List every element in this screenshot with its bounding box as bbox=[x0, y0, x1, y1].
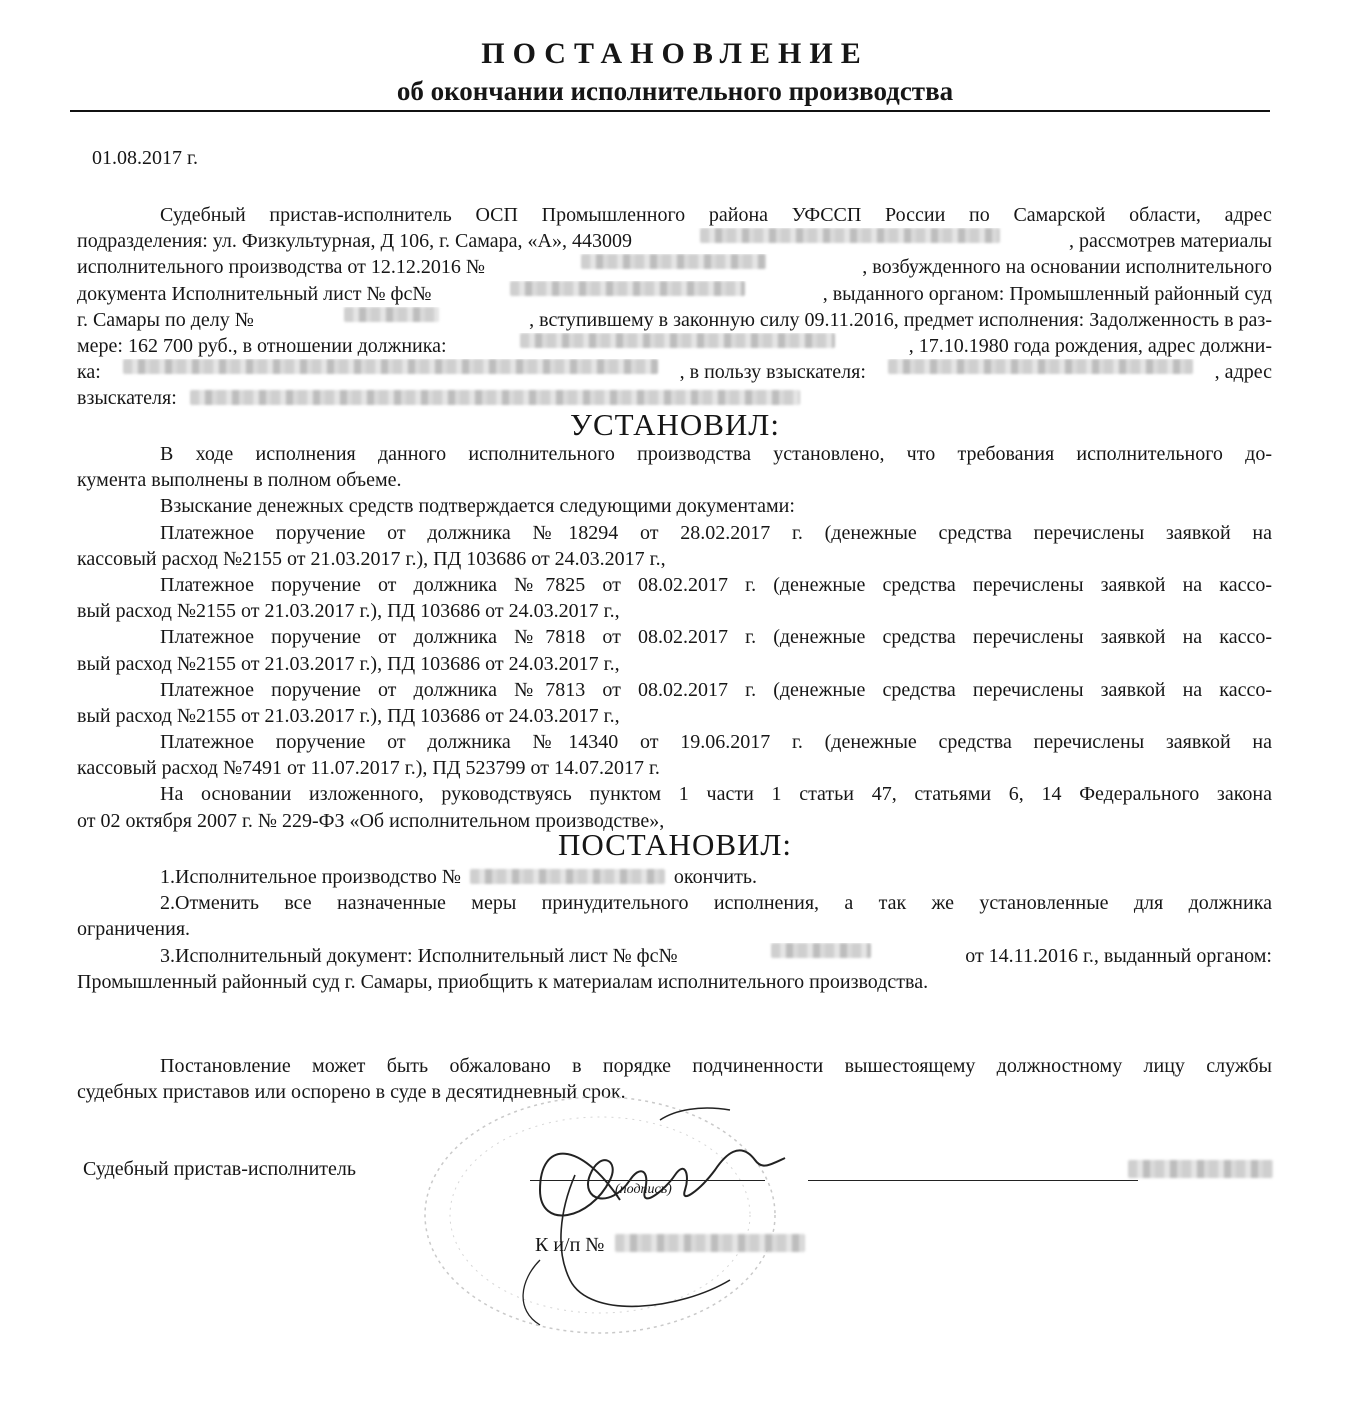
intro-line-5 bbox=[77, 307, 1272, 333]
signature-caption: (подпись) bbox=[615, 1182, 672, 1197]
intro-word: России bbox=[885, 204, 946, 226]
payment-order-2-cont: вый расход №2155 от 21.03.2017 г.), ПД 103686 от 24.03.2017 г., bbox=[77, 600, 620, 623]
intro-line-1 bbox=[77, 202, 1272, 228]
redacted-field bbox=[581, 254, 766, 269]
intro-text: исполнительного производства от 12.12.2016 № bbox=[77, 256, 485, 279]
intro-text: , в пользу взыскателя: bbox=[679, 361, 866, 384]
established-line: В ходе исполнения данного исполнительного производства установлено, что требования исполнительного до- bbox=[160, 443, 1272, 465]
redacted-field bbox=[344, 307, 439, 322]
intro-line-6 bbox=[77, 333, 1272, 359]
resolved-item-2: 2.Отменить все назначенные меры принудительного исполнения, а так же установленные для должника bbox=[160, 892, 1272, 915]
redacted-field bbox=[470, 869, 665, 884]
resolved-item-3-cont: Промышленный районный суд г. Самары, приобщить к материалам исполнительного производства. bbox=[77, 970, 929, 993]
intro-text: , рассмотрев материалы bbox=[1068, 230, 1272, 253]
redacted-field bbox=[615, 1234, 805, 1252]
intro-text: , вступившему в законную силу 09.11.2016, предмет исполнения: Задолженность в раз- bbox=[529, 308, 1272, 331]
resolved-text: окончить. bbox=[673, 866, 757, 888]
legal-basis: На основании изложенного, руководствуясь пунктом 1 части 1 статьи 47, статьями 6, 14 Федерального закона bbox=[160, 783, 1272, 806]
payment-order-1: Платежное поручение от должника №18294 от 28.02.2017 г. (денежные средства перечислены заявкой на bbox=[160, 521, 1272, 544]
resolved-item-2-cont: ограничения. bbox=[77, 918, 191, 941]
appeal-line: Постановление может быть обжаловано в порядке подчиненности вышестоящему должностному лицу службы bbox=[160, 1055, 1272, 1077]
intro-text: мере: 162 700 руб., в отношении должника: bbox=[77, 334, 447, 357]
payment-order-4: Платежное поручение от должника №7813 от 08.02.2017 г. (денежные средства перечислены заявкой на кассо- bbox=[160, 678, 1272, 701]
intro-word: Промышленного bbox=[541, 204, 686, 226]
resolved-item-3 bbox=[77, 943, 1272, 969]
document-subtitle: об окончании исполнительного производства bbox=[396, 76, 954, 106]
established-heading: УСТАНОВИЛ: bbox=[570, 407, 780, 442]
intro-text: , выданного органом: Промышленный районный суд bbox=[822, 282, 1272, 305]
payment-order-3: Платежное поручение от должника №7818 от 08.02.2017 г. (денежные средства перечислены заявкой на кассо- bbox=[160, 626, 1272, 649]
intro-line-7 bbox=[77, 359, 1272, 385]
appeal-line: судебных приставов или оспорено в суде в десятидневный срок. bbox=[77, 1081, 626, 1104]
redacted-name bbox=[1128, 1160, 1273, 1178]
legal-basis-cont: от 02 октября 2007 г. № 229-ФЗ «Об исполнительном производстве», bbox=[77, 809, 665, 832]
intro-word: Судебный bbox=[160, 204, 246, 226]
payment-order-5-cont: кассовый расход №7491 от 11.07.2017 г.), ПД 523799 от 14.07.2017 г. bbox=[77, 757, 660, 780]
payment-order-2: Платежное поручение от должника №7825 от 08.02.2017 г. (денежные средства перечислены заявкой на кассо- bbox=[160, 573, 1272, 596]
payment-order-3-cont: вый расход №2155 от 21.03.2017 г.), ПД 103686 от 24.03.2017 г., bbox=[77, 652, 620, 675]
document-title: ПОСТАНОВЛЕНИЕ bbox=[481, 37, 869, 70]
intro-word: области, bbox=[1129, 204, 1201, 226]
resolved-text: 1.Исполнительное производство № bbox=[160, 866, 461, 888]
resolved-text: от 14.11.2016 г., выданный органом: bbox=[965, 944, 1272, 967]
intro-word: Самарской bbox=[1013, 204, 1106, 226]
handwritten-signature bbox=[500, 1080, 820, 1340]
payment-order-5: Платежное поручение от должника №14340 от 19.06.2017 г. (денежные средства перечислены заявкой на bbox=[160, 731, 1272, 754]
intro-line-2 bbox=[77, 228, 1272, 254]
intro-line-4 bbox=[77, 281, 1272, 307]
resolved-section bbox=[77, 864, 1272, 995]
payment-order-1-cont: кассовый расход №2155 от 21.03.2017 г.), ПД 103686 от 24.03.2017 г., bbox=[77, 547, 666, 570]
intro-text: документа Исполнительный лист № фс№ bbox=[77, 282, 432, 305]
resolved-text: 3.Исполнительный документ: Исполнительный лист № фс№ bbox=[160, 944, 678, 967]
established-section bbox=[77, 441, 1272, 834]
established-line: Взыскание денежных средств подтверждается следующими документами: bbox=[160, 495, 795, 518]
established-line: кумента выполнены в полном объеме. bbox=[77, 469, 402, 492]
intro-text: взыскателя: bbox=[77, 387, 177, 410]
intro-word: по bbox=[969, 204, 990, 226]
redacted-field bbox=[771, 943, 871, 958]
intro-text: , адрес bbox=[1214, 361, 1272, 384]
intro-word: ОСП bbox=[475, 204, 518, 226]
redacted-field bbox=[123, 359, 658, 374]
redacted-field bbox=[888, 359, 1193, 374]
resolved-item-1 bbox=[77, 864, 1272, 890]
intro-word: УФССП bbox=[791, 204, 862, 226]
intro-line-3 bbox=[77, 254, 1272, 280]
title-rule bbox=[70, 110, 1270, 112]
payment-order-4-cont: вый расход №2155 от 21.03.2017 г.), ПД 103686 от 24.03.2017 г., bbox=[77, 704, 620, 727]
intro-word: адрес bbox=[1224, 204, 1272, 226]
name-line bbox=[808, 1180, 1138, 1181]
intro-text: , возбужденного на основании исполнительного bbox=[862, 256, 1272, 279]
intro-text: г. Самары по делу № bbox=[77, 308, 254, 331]
document-date: 01.08.2017 г. bbox=[92, 147, 198, 169]
intro-word: района bbox=[708, 204, 769, 226]
redacted-field bbox=[700, 228, 1000, 243]
redacted-field bbox=[520, 333, 835, 348]
resolved-heading: ПОСТАНОВИЛ: bbox=[557, 827, 793, 862]
intro-text: , 17.10.1980 года рождения, адрес должни- bbox=[908, 334, 1272, 357]
intro-text: подразделения: ул. Физкультурная, Д 106, г. Самара, «А», 443009 bbox=[77, 230, 632, 253]
kip-label: К и/п № bbox=[535, 1234, 605, 1256]
intro-word: пристав-исполнитель bbox=[269, 204, 452, 226]
signatory-label: Судебный пристав-исполнитель bbox=[83, 1158, 357, 1180]
intro-paragraph bbox=[77, 202, 1272, 412]
redacted-field bbox=[190, 390, 800, 405]
intro-text: ка: bbox=[77, 361, 101, 384]
redacted-field bbox=[510, 281, 745, 296]
kip-number bbox=[535, 1232, 805, 1258]
